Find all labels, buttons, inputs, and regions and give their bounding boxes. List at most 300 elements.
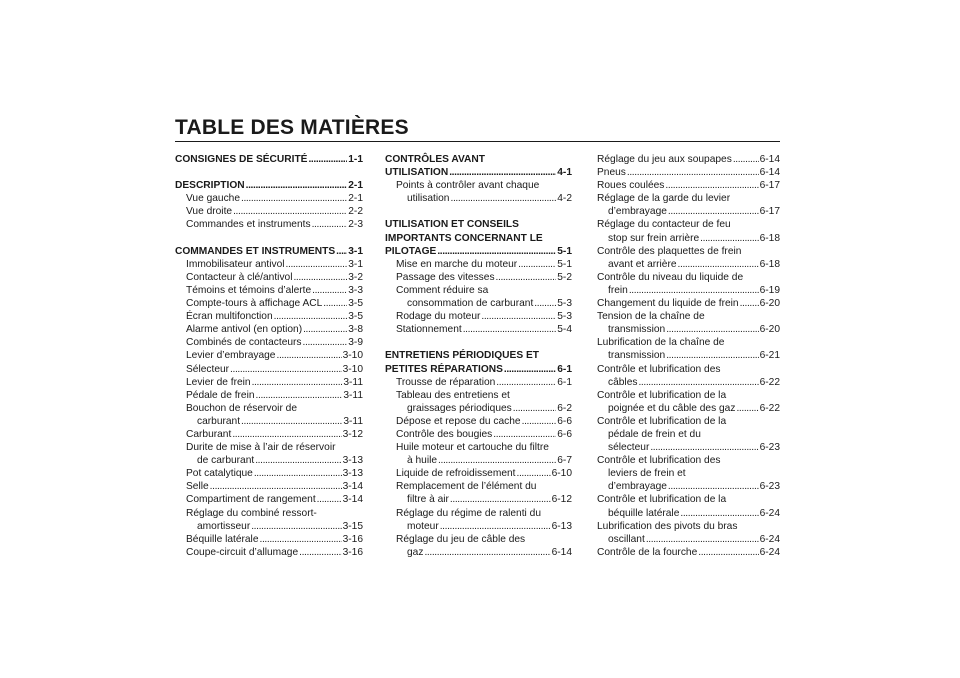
toc-entry-label: béquille latérale	[608, 507, 680, 519]
toc-page-number: 6-19	[759, 284, 780, 296]
dot-leader	[700, 232, 758, 245]
toc-section-heading[interactable]	[175, 245, 363, 258]
toc-entry-label: Réglage du contacteur de feu	[597, 219, 731, 231]
toc-entry[interactable]	[597, 349, 780, 362]
dot-leader	[733, 153, 759, 166]
toc-entry	[385, 533, 572, 546]
toc-entry[interactable]	[597, 166, 780, 179]
toc-entry	[597, 192, 780, 205]
toc-entry-label: Tableau des entretiens et	[396, 389, 510, 401]
toc-entry-label: Sélecteur	[186, 363, 230, 375]
toc-entry	[385, 441, 572, 454]
toc-entry-label: Réglage du régime de ralenti du	[396, 507, 541, 519]
dot-leader	[504, 363, 556, 376]
dot-leader	[668, 480, 759, 493]
toc-entry[interactable]	[597, 402, 780, 415]
toc-page-number: 3-11	[343, 415, 363, 427]
dot-leader	[440, 520, 551, 533]
toc-entry-label: utilisation	[407, 193, 450, 205]
toc-entry-label: Commandes et instruments	[186, 219, 311, 231]
toc-entry[interactable]	[597, 205, 780, 218]
toc-entry	[385, 507, 572, 520]
toc-entry	[597, 218, 780, 231]
toc-entry[interactable]	[385, 376, 572, 389]
dot-leader	[210, 480, 342, 493]
dot-leader	[255, 454, 341, 467]
toc-entry	[597, 428, 780, 441]
toc-page-number: 3-10	[342, 363, 363, 375]
toc-entry[interactable]	[385, 415, 572, 428]
toc-entry-label: Combinés de contacteurs	[186, 337, 302, 349]
toc-entry-label: Lubrification des pivots du bras	[597, 520, 738, 532]
toc-entry-label: Contrôle des bougies	[396, 428, 493, 440]
toc-entry-label: ENTRETIENS PÉRIODIQUES ET	[385, 350, 539, 362]
toc-entry[interactable]	[175, 271, 363, 284]
dot-leader	[232, 428, 341, 441]
toc-entry-label: Pédale de frein	[186, 389, 255, 401]
toc-entry	[597, 363, 780, 376]
dot-leader	[740, 297, 759, 310]
toc-page-number: 5-2	[557, 271, 572, 283]
toc-page-number: 2-1	[348, 180, 363, 192]
toc-page-number: 3-3	[348, 284, 363, 296]
toc-page-number: 6-2	[557, 402, 572, 414]
toc-entry-label: Levier de frein	[186, 376, 251, 388]
toc-page-number: 6-17	[759, 180, 780, 192]
toc-entry[interactable]	[385, 546, 572, 559]
dot-leader	[518, 258, 556, 271]
toc-section-heading[interactable]	[175, 153, 363, 166]
dot-leader	[303, 336, 348, 349]
toc-entry-label: Mise en marche du moteur	[396, 258, 518, 270]
toc-page-number: 5-3	[557, 298, 572, 310]
toc-entry-label: d’embrayage	[608, 481, 667, 493]
toc-entry-label: IMPORTANTS CONCERNANT LE	[385, 232, 543, 244]
toc-page-number: 3-16	[342, 546, 363, 558]
toc-entry-label: amortisseur	[197, 520, 251, 532]
toc-page-number: 3-15	[342, 520, 363, 532]
toc-entry-label: oscillant	[608, 533, 645, 545]
toc-entry[interactable]	[385, 192, 572, 205]
toc-entry[interactable]	[175, 363, 363, 376]
toc-entry-label: Contrôle et lubrification de la	[597, 389, 727, 401]
toc-entry[interactable]	[175, 349, 363, 362]
dot-leader	[493, 428, 556, 441]
dot-leader	[668, 205, 759, 218]
toc-page-number: 6-20	[759, 324, 780, 336]
dot-leader	[276, 349, 341, 362]
toc-section-heading	[385, 218, 572, 231]
toc-page-number: 6-17	[759, 206, 780, 218]
toc-entry-label: PETITES RÉPARATIONS	[385, 363, 503, 375]
toc-page-number: 6-14	[759, 154, 780, 165]
toc-entry[interactable]	[597, 297, 780, 310]
toc-page-number: 6-21	[759, 350, 780, 362]
toc-entry-label: Vue gauche	[186, 193, 241, 205]
toc-entry-label: Stationnement	[396, 324, 462, 336]
dot-leader	[629, 284, 759, 297]
toc-page-number: 6-24	[759, 533, 780, 545]
toc-entry	[385, 179, 572, 192]
toc-entry-label: Bouchon de réservoir de	[186, 402, 297, 414]
toc-page-number: 6-1	[557, 376, 572, 388]
dot-leader	[312, 284, 347, 297]
toc-page-number: 3-13	[342, 455, 363, 467]
toc-entry	[597, 493, 780, 506]
toc-entry-label: Réglage du jeu aux soupapes	[597, 154, 732, 165]
toc-entry[interactable]	[597, 376, 780, 389]
toc-entry-label: Points à contrôler avant chaque	[396, 180, 540, 192]
dot-leader	[241, 192, 347, 205]
toc-entry-label: Compartiment de rangement	[186, 494, 316, 506]
dot-leader	[666, 349, 758, 362]
toc-page-number: 3-14	[342, 481, 363, 493]
toc-entry-label: UTILISATION ET CONSEILS	[385, 219, 519, 231]
toc-page-number: 1-1	[348, 154, 363, 165]
dot-leader	[678, 258, 759, 271]
toc-entry[interactable]	[385, 493, 572, 506]
toc-page-number: 3-12	[342, 428, 363, 440]
toc-entry-label: Réglage du combiné ressort-	[186, 507, 317, 519]
toc-entry[interactable]	[597, 507, 780, 520]
toc-entry-label: Durite de mise à l’air de réservoir	[186, 442, 336, 454]
toc-column-1	[175, 153, 363, 559]
toc-entry[interactable]	[175, 546, 363, 559]
toc-entry-label: Contacteur à clé/antivol	[186, 271, 293, 283]
dot-leader	[241, 415, 342, 428]
toc-section-heading[interactable]	[385, 166, 572, 179]
toc-entry-label: Coupe-circuit d’allumage	[186, 546, 299, 558]
toc-entry-label: Compte-tours à affichage ACL	[186, 298, 323, 310]
toc-entry[interactable]	[385, 520, 572, 533]
toc-entry-label: Carburant	[186, 428, 232, 440]
toc-page-number: 6-22	[759, 402, 780, 414]
toc-entry-label: Liquide de refroidissement	[396, 468, 516, 480]
toc-entry[interactable]	[597, 284, 780, 297]
toc-entry[interactable]	[175, 218, 363, 231]
toc-entry[interactable]	[385, 402, 572, 415]
toc-entry-label: Contrôle des plaquettes de frein	[597, 245, 742, 257]
toc-entry-label: UTILISATION	[385, 167, 449, 179]
toc-entry-label: Pneus	[597, 167, 626, 179]
toc-entry-label: leviers de frein et	[608, 468, 686, 480]
toc-page-number: 3-14	[342, 494, 363, 506]
toc-entry-label: carburant	[197, 415, 241, 427]
dot-leader	[437, 245, 556, 258]
toc-entry-label: Immobilisateur antivol	[186, 258, 285, 270]
toc-page-number: 6-12	[551, 494, 572, 506]
dot-leader	[336, 245, 347, 258]
toc-page-number: 6-10	[551, 468, 572, 480]
dot-leader	[312, 218, 348, 231]
toc-entry	[597, 389, 780, 402]
dot-leader	[522, 415, 557, 428]
dot-leader	[534, 297, 556, 310]
dot-leader	[286, 258, 348, 271]
dot-leader	[736, 402, 758, 415]
dot-leader	[438, 454, 556, 467]
toc-entry-label: Passage des vitesses	[396, 271, 495, 283]
toc-page-number: 2-3	[348, 219, 363, 231]
toc-entry[interactable]	[597, 546, 780, 559]
toc-page-number: 6-13	[551, 520, 572, 532]
toc-entry-label: CONSIGNES DE SÉCURITÉ	[175, 154, 308, 165]
dot-leader	[230, 363, 342, 376]
toc-entry-label: Lubrification de la chaîne de	[597, 337, 725, 349]
dot-leader	[251, 520, 341, 533]
dot-leader	[496, 271, 557, 284]
toc-entry-label: DESCRIPTION	[175, 180, 245, 192]
toc-entry-label: filtre à air	[407, 494, 449, 506]
toc-section-heading	[385, 349, 572, 362]
toc-page-number: 3-5	[348, 298, 363, 310]
toc-page-number: 3-16	[342, 533, 363, 545]
toc-entry[interactable]	[175, 415, 363, 428]
toc-entry	[597, 415, 780, 428]
dot-leader	[274, 310, 348, 323]
toc-entry	[597, 245, 780, 258]
toc-entry-label: Béquille latérale	[186, 533, 259, 545]
toc-entry	[175, 402, 363, 415]
toc-column-3	[597, 153, 780, 559]
toc-page-number: 6-23	[759, 442, 780, 454]
toc-entry-label: transmission	[608, 324, 666, 336]
toc-section-heading	[385, 232, 572, 245]
toc-page-number: 3-1	[348, 245, 363, 257]
toc-entry-label: Pot catalytique	[186, 468, 253, 480]
toc-entry-label: de carburant	[197, 455, 255, 467]
toc-entry-label: d’embrayage	[608, 206, 667, 218]
toc-entry[interactable]	[175, 310, 363, 323]
toc-page-number: 2-2	[348, 206, 363, 218]
toc-entry-label: COMMANDES ET INSTRUMENTS	[175, 245, 336, 257]
dot-leader	[638, 376, 758, 389]
toc-entry[interactable]	[175, 389, 363, 402]
dot-leader	[450, 493, 551, 506]
dot-leader	[317, 493, 342, 506]
toc-entry-label: Trousse de réparation	[396, 376, 496, 388]
toc-entry[interactable]	[597, 323, 780, 336]
dot-leader	[233, 205, 347, 218]
toc-entry-label: câbles	[608, 376, 638, 388]
toc-entry[interactable]	[597, 441, 780, 454]
dot-leader	[252, 376, 343, 389]
toc-page-number: 2-1	[348, 193, 363, 205]
toc-entry-label: Roues coulées	[597, 180, 665, 192]
toc-page-number: 3-13	[342, 468, 363, 480]
dot-leader	[496, 376, 556, 389]
toc-entry-label: moteur	[407, 520, 439, 532]
toc-entry[interactable]	[175, 323, 363, 336]
toc-entry[interactable]	[597, 153, 780, 166]
toc-entry-label: stop sur frein arrière	[608, 232, 700, 244]
title-underline	[175, 141, 780, 142]
dot-leader	[698, 546, 758, 559]
toc-page-number: 4-1	[557, 167, 572, 179]
toc-entry[interactable]	[175, 480, 363, 493]
toc-page-number: 6-22	[759, 376, 780, 388]
toc-entry-label: PILOTAGE	[385, 245, 437, 257]
dot-leader	[254, 467, 342, 480]
toc-entry-label: Remplacement de l’élément du	[396, 481, 537, 493]
toc-page-number: 6-1	[557, 363, 572, 375]
toc-entry	[175, 441, 363, 454]
toc-page-number: 3-11	[343, 389, 363, 401]
toc-page-number: 6-18	[759, 258, 780, 270]
toc-entry-label: CONTRÔLES AVANT	[385, 154, 485, 165]
toc-entry-label: Changement du liquide de frein	[597, 298, 739, 310]
dot-leader	[303, 323, 347, 336]
toc-entry	[597, 310, 780, 323]
toc-entry-label: Alarme antivol (en option)	[186, 324, 303, 336]
toc-entry	[385, 389, 572, 402]
dot-leader	[299, 546, 341, 559]
toc-entry[interactable]	[385, 310, 572, 323]
dot-leader	[450, 192, 556, 205]
toc-page-number: 5-1	[557, 245, 572, 257]
toc-page-number: 6-23	[759, 481, 780, 493]
toc-entry	[597, 336, 780, 349]
toc-entry-label: Selle	[186, 481, 209, 493]
toc-entry[interactable]	[597, 179, 780, 192]
toc-entry[interactable]	[175, 454, 363, 467]
toc-page-number: 6-18	[759, 232, 780, 244]
dot-leader	[463, 323, 557, 336]
toc-entry-label: Contrôle et lubrification de la	[597, 415, 727, 427]
toc-page-number: 6-24	[759, 507, 780, 519]
toc-page-number: 3-10	[342, 350, 363, 362]
toc-entry-label: avant et arrière	[608, 258, 677, 270]
toc-entry-label: Dépose et repose du cache	[396, 415, 521, 427]
toc-entry	[597, 520, 780, 533]
toc-entry[interactable]	[385, 297, 572, 310]
toc-entry[interactable]	[175, 205, 363, 218]
toc-entry-label: Contrôle du niveau du liquide de	[597, 271, 744, 283]
toc-entry-label: Contrôle de la fourche	[597, 546, 698, 558]
dot-leader	[680, 507, 758, 520]
toc-page-number: 4-2	[557, 193, 572, 205]
section-gap	[385, 205, 572, 218]
toc-entry-label: Réglage du jeu de câble des	[396, 533, 526, 545]
toc-entry-label: Tension de la chaîne de	[597, 311, 705, 323]
toc-entry-label: consommation de carburant	[407, 298, 534, 310]
toc-entry[interactable]	[175, 336, 363, 349]
toc-column-2	[385, 153, 572, 559]
dot-leader	[260, 533, 342, 546]
dot-leader	[308, 153, 347, 166]
toc-entry[interactable]	[175, 258, 363, 271]
toc-entry-label: Témoins et témoins d’alerte	[186, 284, 312, 296]
toc-page-number: 6-6	[557, 428, 572, 440]
toc-entry[interactable]	[175, 520, 363, 533]
dot-leader	[481, 310, 556, 323]
toc-entry-label: Réglage de la garde du levier	[597, 193, 731, 205]
toc-entry[interactable]	[385, 323, 572, 336]
toc-entry	[385, 480, 572, 493]
toc-entry[interactable]	[597, 533, 780, 546]
section-gap	[385, 336, 572, 349]
toc-entry-label: Rodage du moteur	[396, 311, 481, 323]
toc-entry-label: Huile moteur et cartouche du filtre	[396, 442, 549, 454]
toc-entry-label: Contrôle et lubrification des	[597, 455, 721, 467]
dot-leader	[449, 166, 556, 179]
toc-entry[interactable]	[175, 284, 363, 297]
toc-entry-label: Écran multifonction	[186, 311, 273, 323]
toc-section-heading[interactable]	[385, 363, 572, 376]
toc-entry[interactable]	[385, 467, 572, 480]
toc-page-number: 3-1	[348, 258, 363, 270]
dot-leader	[424, 546, 550, 559]
toc-section-heading	[385, 153, 572, 166]
section-gap	[175, 232, 363, 245]
toc-entry[interactable]	[385, 454, 572, 467]
toc-entry-label: Contrôle et lubrification des	[597, 363, 721, 375]
toc-entry[interactable]	[175, 297, 363, 310]
toc-page-number: 5-4	[557, 324, 572, 336]
toc-entry[interactable]	[175, 192, 363, 205]
toc-entry[interactable]	[175, 428, 363, 441]
toc-page-number: 6-7	[557, 455, 572, 467]
toc-entry-label: à huile	[407, 455, 438, 467]
toc-entry	[597, 271, 780, 284]
toc-page-number: 5-3	[557, 311, 572, 323]
toc-entry-label: frein	[608, 284, 628, 296]
toc-entry[interactable]	[175, 493, 363, 506]
dot-leader	[246, 179, 348, 192]
dot-leader	[665, 179, 758, 192]
toc-entry[interactable]	[385, 428, 572, 441]
toc-page-number: 6-6	[557, 415, 572, 427]
toc-entry	[597, 467, 780, 480]
toc-entry[interactable]	[385, 258, 572, 271]
toc-entry	[385, 284, 572, 297]
dot-leader	[513, 402, 556, 415]
toc-entry[interactable]	[175, 376, 363, 389]
dot-leader	[650, 441, 758, 454]
toc-page-number: 3-2	[348, 271, 363, 283]
toc-entry-label: gaz	[407, 546, 424, 558]
toc-page-number: 6-24	[759, 546, 780, 558]
toc-entry	[597, 454, 780, 467]
page-title: TABLE DES MATIÈRES	[175, 116, 409, 139]
toc-page-number: 3-5	[348, 311, 363, 323]
toc-entry-label: transmission	[608, 350, 666, 362]
dot-leader	[646, 533, 759, 546]
toc-entry[interactable]	[175, 533, 363, 546]
toc-section-heading[interactable]	[385, 245, 572, 258]
toc-entry-label: Comment réduire sa	[396, 284, 489, 296]
toc-entry-label: graissages périodiques	[407, 402, 512, 414]
toc-page-number: 3-11	[343, 376, 363, 388]
toc-page-number: 3-8	[348, 324, 363, 336]
toc-entry[interactable]	[175, 467, 363, 480]
toc-section-heading[interactable]	[175, 179, 363, 192]
toc-entry-label: Levier d’embrayage	[186, 350, 276, 362]
dot-leader	[256, 389, 343, 402]
toc-entry[interactable]	[597, 258, 780, 271]
toc-entry-label: Contrôle et lubrification de la	[597, 494, 727, 506]
toc-entry[interactable]	[385, 271, 572, 284]
dot-leader	[666, 323, 758, 336]
toc-page-number: 6-14	[759, 167, 780, 179]
dot-leader	[323, 297, 347, 310]
toc-entry-label: sélecteur	[608, 442, 650, 454]
toc-entry[interactable]	[597, 232, 780, 245]
toc-page-number: 6-14	[551, 546, 572, 558]
toc-entry[interactable]	[597, 480, 780, 493]
toc-page-number: 3-9	[348, 337, 363, 349]
toc-entry-label: poignée et du câble des gaz	[608, 402, 736, 414]
